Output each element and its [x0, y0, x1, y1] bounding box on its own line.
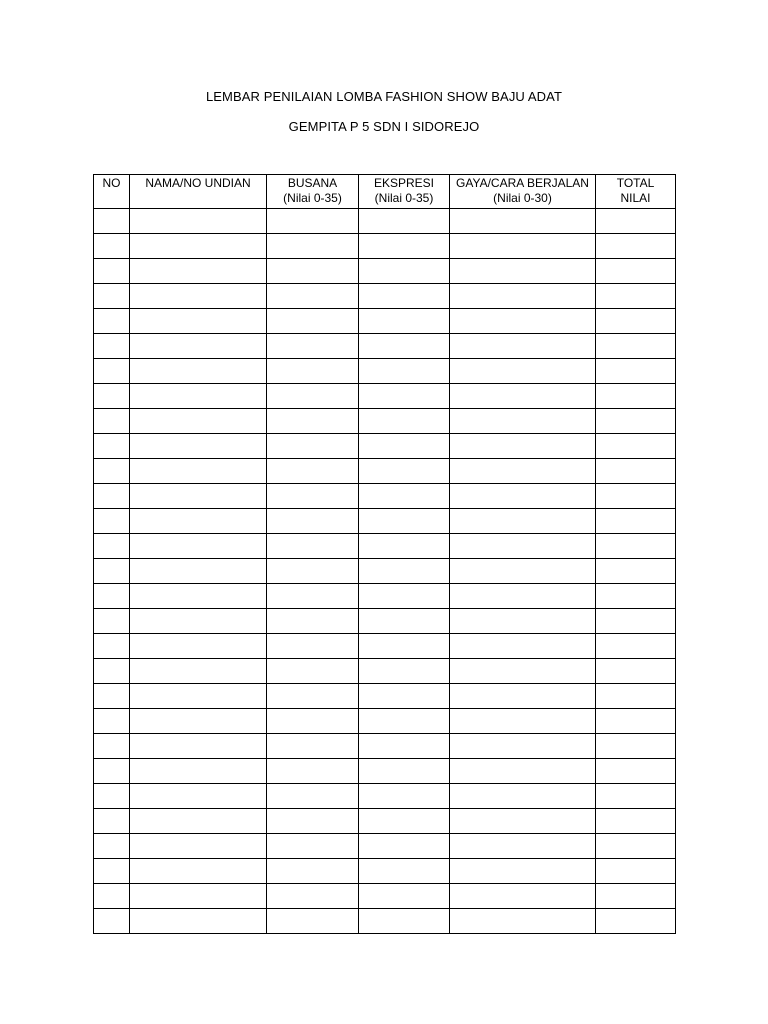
cell-no	[94, 259, 130, 284]
cell-no	[94, 434, 130, 459]
table-row	[94, 834, 676, 859]
cell-nama	[130, 634, 267, 659]
table-row	[94, 534, 676, 559]
cell-busana	[267, 609, 359, 634]
cell-total	[596, 834, 676, 859]
cell-gaya	[450, 334, 596, 359]
cell-busana	[267, 309, 359, 334]
table-row	[94, 359, 676, 384]
cell-busana	[267, 359, 359, 384]
cell-nama	[130, 759, 267, 784]
cell-no	[94, 209, 130, 234]
cell-no	[94, 759, 130, 784]
cell-no	[94, 609, 130, 634]
table-row	[94, 909, 676, 934]
cell-gaya	[450, 909, 596, 934]
cell-no	[94, 634, 130, 659]
cell-no	[94, 534, 130, 559]
cell-no	[94, 834, 130, 859]
table-row	[94, 684, 676, 709]
cell-busana	[267, 759, 359, 784]
cell-ekspresi	[359, 534, 450, 559]
cell-total	[596, 459, 676, 484]
cell-total	[596, 659, 676, 684]
cell-nama	[130, 684, 267, 709]
cell-gaya	[450, 834, 596, 859]
cell-busana	[267, 809, 359, 834]
cell-no	[94, 734, 130, 759]
table-row	[94, 334, 676, 359]
cell-total	[596, 209, 676, 234]
cell-total	[596, 259, 676, 284]
cell-no	[94, 459, 130, 484]
cell-ekspresi	[359, 359, 450, 384]
header-gaya-label: GAYA/CARA BERJALAN	[456, 176, 589, 190]
cell-nama	[130, 309, 267, 334]
cell-ekspresi	[359, 759, 450, 784]
cell-busana	[267, 409, 359, 434]
cell-ekspresi	[359, 609, 450, 634]
cell-total	[596, 359, 676, 384]
header-busana	[267, 175, 359, 209]
cell-nama	[130, 909, 267, 934]
cell-nama	[130, 559, 267, 584]
cell-total	[596, 509, 676, 534]
cell-total	[596, 484, 676, 509]
table-row	[94, 509, 676, 534]
cell-ekspresi	[359, 684, 450, 709]
cell-busana	[267, 459, 359, 484]
cell-nama	[130, 459, 267, 484]
cell-ekspresi	[359, 509, 450, 534]
cell-ekspresi	[359, 884, 450, 909]
table-row	[94, 209, 676, 234]
cell-nama	[130, 434, 267, 459]
cell-busana	[267, 659, 359, 684]
cell-total	[596, 734, 676, 759]
cell-total	[596, 284, 676, 309]
cell-total	[596, 309, 676, 334]
cell-busana	[267, 909, 359, 934]
header-nilai-label: NILAI	[620, 191, 651, 205]
cell-ekspresi	[359, 734, 450, 759]
header-gaya-range: (Nilai 0-30)	[493, 191, 552, 205]
cell-busana	[267, 584, 359, 609]
cell-no	[94, 684, 130, 709]
cell-nama	[130, 859, 267, 884]
cell-busana	[267, 284, 359, 309]
cell-gaya	[450, 809, 596, 834]
cell-total	[596, 759, 676, 784]
cell-gaya	[450, 784, 596, 809]
cell-ekspresi	[359, 309, 450, 334]
cell-total	[596, 584, 676, 609]
header-busana-range: (Nilai 0-35)	[283, 191, 342, 205]
cell-ekspresi	[359, 634, 450, 659]
cell-busana	[267, 884, 359, 909]
cell-gaya	[450, 609, 596, 634]
cell-ekspresi	[359, 909, 450, 934]
cell-no	[94, 659, 130, 684]
cell-busana	[267, 634, 359, 659]
header-ekspresi-label: EKSPRESI	[373, 176, 435, 190]
cell-busana	[267, 709, 359, 734]
cell-busana	[267, 734, 359, 759]
cell-gaya	[450, 709, 596, 734]
cell-no	[94, 884, 130, 909]
cell-busana	[267, 234, 359, 259]
score-table	[93, 174, 676, 934]
cell-gaya	[450, 584, 596, 609]
cell-busana	[267, 834, 359, 859]
cell-nama	[130, 359, 267, 384]
table-row	[94, 309, 676, 334]
cell-nama	[130, 534, 267, 559]
cell-busana	[267, 259, 359, 284]
cell-busana	[267, 784, 359, 809]
cell-total	[596, 809, 676, 834]
header-total-nilai	[596, 175, 676, 209]
table-row	[94, 859, 676, 884]
cell-busana	[267, 534, 359, 559]
cell-nama	[130, 259, 267, 284]
cell-gaya	[450, 309, 596, 334]
header-busana-label: BUSANA	[287, 176, 338, 190]
cell-nama	[130, 734, 267, 759]
table-row	[94, 609, 676, 634]
table-row	[94, 259, 676, 284]
header-no	[94, 175, 130, 209]
cell-ekspresi	[359, 234, 450, 259]
cell-no	[94, 559, 130, 584]
cell-total	[596, 859, 676, 884]
cell-nama	[130, 659, 267, 684]
cell-nama	[130, 784, 267, 809]
cell-ekspresi	[359, 709, 450, 734]
cell-total	[596, 709, 676, 734]
cell-no	[94, 284, 130, 309]
cell-ekspresi	[359, 434, 450, 459]
cell-busana	[267, 484, 359, 509]
table-row	[94, 284, 676, 309]
cell-nama	[130, 234, 267, 259]
cell-no	[94, 584, 130, 609]
header-ekspresi	[359, 175, 450, 209]
cell-ekspresi	[359, 409, 450, 434]
cell-nama	[130, 334, 267, 359]
header-ekspresi-range: (Nilai 0-35)	[374, 191, 434, 205]
cell-busana	[267, 559, 359, 584]
cell-gaya	[450, 234, 596, 259]
cell-no	[94, 409, 130, 434]
cell-no	[94, 309, 130, 334]
cell-nama	[130, 609, 267, 634]
cell-ekspresi	[359, 659, 450, 684]
cell-ekspresi	[359, 334, 450, 359]
header-nama-no-undian	[130, 175, 267, 209]
table-row	[94, 459, 676, 484]
cell-nama	[130, 284, 267, 309]
cell-gaya	[450, 509, 596, 534]
cell-ekspresi	[359, 284, 450, 309]
cell-no	[94, 234, 130, 259]
cell-busana	[267, 509, 359, 534]
cell-nama	[130, 584, 267, 609]
cell-ekspresi	[359, 209, 450, 234]
cell-ekspresi	[359, 459, 450, 484]
cell-gaya	[450, 859, 596, 884]
cell-total	[596, 784, 676, 809]
table-row	[94, 484, 676, 509]
table-row	[94, 709, 676, 734]
header-total-label: TOTAL	[616, 176, 655, 190]
cell-gaya	[450, 759, 596, 784]
cell-ekspresi	[359, 859, 450, 884]
cell-no	[94, 809, 130, 834]
cell-ekspresi	[359, 834, 450, 859]
cell-total	[596, 534, 676, 559]
score-table-body	[94, 209, 676, 934]
table-row	[94, 384, 676, 409]
table-row	[94, 784, 676, 809]
cell-no	[94, 709, 130, 734]
cell-nama	[130, 384, 267, 409]
cell-gaya	[450, 209, 596, 234]
cell-gaya	[450, 659, 596, 684]
cell-total	[596, 434, 676, 459]
cell-nama	[130, 709, 267, 734]
cell-gaya	[450, 734, 596, 759]
cell-nama	[130, 209, 267, 234]
table-header-row	[94, 175, 676, 209]
cell-no	[94, 334, 130, 359]
cell-nama	[130, 509, 267, 534]
cell-ekspresi	[359, 809, 450, 834]
cell-no	[94, 384, 130, 409]
cell-no	[94, 359, 130, 384]
cell-gaya	[450, 684, 596, 709]
table-row	[94, 809, 676, 834]
cell-busana	[267, 384, 359, 409]
cell-gaya	[450, 884, 596, 909]
table-row	[94, 634, 676, 659]
cell-gaya	[450, 634, 596, 659]
cell-gaya	[450, 534, 596, 559]
table-row	[94, 559, 676, 584]
cell-gaya	[450, 459, 596, 484]
cell-ekspresi	[359, 259, 450, 284]
cell-busana	[267, 684, 359, 709]
cell-nama	[130, 884, 267, 909]
cell-ekspresi	[359, 584, 450, 609]
cell-total	[596, 634, 676, 659]
cell-gaya	[450, 559, 596, 584]
cell-total	[596, 609, 676, 634]
cell-total	[596, 559, 676, 584]
cell-ekspresi	[359, 484, 450, 509]
cell-gaya	[450, 384, 596, 409]
table-row	[94, 884, 676, 909]
table-row	[94, 409, 676, 434]
cell-nama	[130, 409, 267, 434]
cell-busana	[267, 334, 359, 359]
table-row	[94, 734, 676, 759]
cell-ekspresi	[359, 559, 450, 584]
cell-gaya	[450, 409, 596, 434]
cell-no	[94, 484, 130, 509]
header-no-label: NO	[102, 176, 121, 190]
cell-nama	[130, 809, 267, 834]
cell-total	[596, 909, 676, 934]
cell-busana	[267, 859, 359, 884]
cell-no	[94, 784, 130, 809]
cell-nama	[130, 834, 267, 859]
document-title: LEMBAR PENILAIAN LOMBA FASHION SHOW BAJU ADAT	[205, 89, 563, 104]
cell-total	[596, 884, 676, 909]
cell-no	[94, 909, 130, 934]
cell-busana	[267, 434, 359, 459]
cell-total	[596, 384, 676, 409]
cell-ekspresi	[359, 784, 450, 809]
table-row	[94, 584, 676, 609]
cell-no	[94, 509, 130, 534]
cell-gaya	[450, 434, 596, 459]
cell-ekspresi	[359, 384, 450, 409]
cell-no	[94, 859, 130, 884]
cell-busana	[267, 209, 359, 234]
table-row	[94, 434, 676, 459]
cell-total	[596, 409, 676, 434]
cell-gaya	[450, 484, 596, 509]
cell-total	[596, 234, 676, 259]
cell-nama	[130, 484, 267, 509]
table-row	[94, 659, 676, 684]
document-subtitle: GEMPITA P 5 SDN I SIDOREJO	[288, 119, 480, 134]
cell-gaya	[450, 284, 596, 309]
cell-gaya	[450, 359, 596, 384]
table-row	[94, 234, 676, 259]
cell-total	[596, 684, 676, 709]
header-gaya-cara-berjalan	[450, 175, 596, 209]
table-row	[94, 759, 676, 784]
header-nama-label: NAMA/NO UNDIAN	[145, 176, 251, 190]
cell-total	[596, 334, 676, 359]
cell-gaya	[450, 259, 596, 284]
